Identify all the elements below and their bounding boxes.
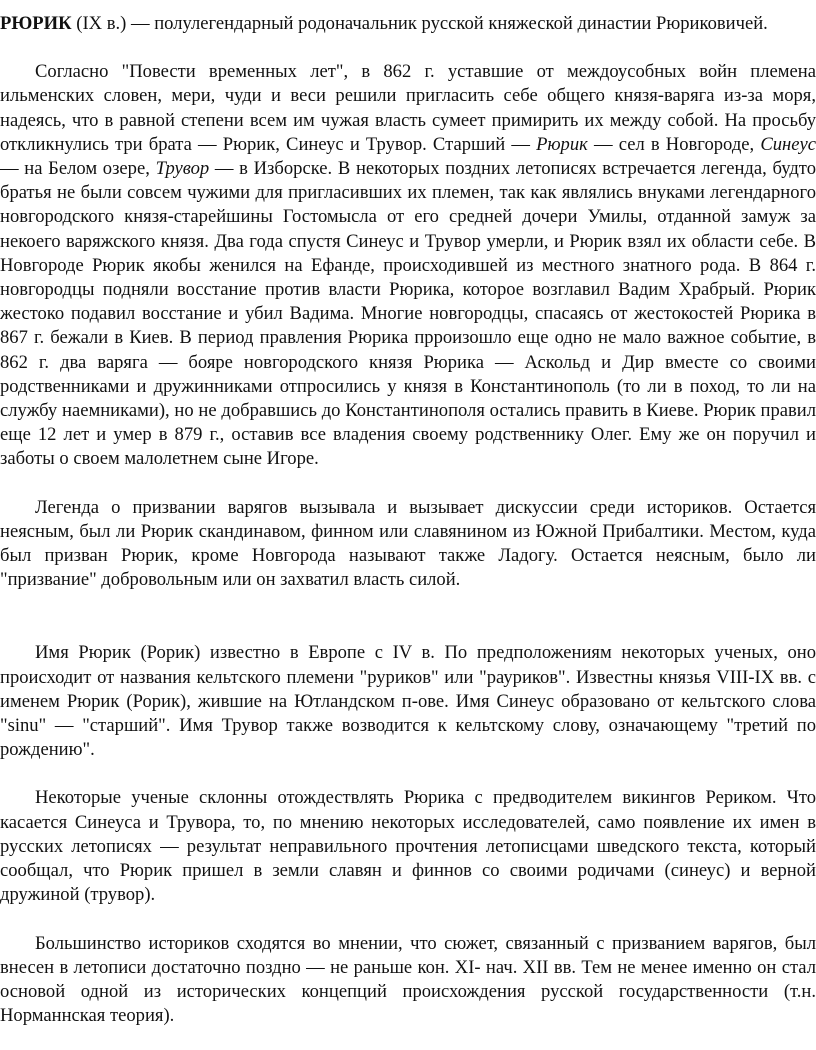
heading-name: РЮРИК <box>0 13 72 34</box>
italic-name-rurik: Рюрик <box>536 133 588 155</box>
italic-name-truvor: Трувор <box>155 158 210 180</box>
paragraph-name-origin: Имя Рюрик (Рорик) известно в Европе с IV в. По предположениям некоторых ученых, оно происходит от названия кельтского племени "руриков" или "рауриков". Известны князья VIII-IX вв. с именем Рюрик (Рорик), жившие на Ютландском п-ове. Имя Синеус образовано от кельтского слова "sinu" — "старший". Имя Трувор также возводится к кельтскому слову, означающему "третий по рождению". <box>0 642 816 761</box>
paragraph-text: — на Белом озере, <box>0 158 156 180</box>
italic-name-sineus: Синеус <box>760 133 816 155</box>
paragraph-calling-of-varangians <box>0 60 816 471</box>
paragraph-legend-debate: Легенда о призвании варягов вызывала и вызывает дискуссии среди историков. Остается неясным, был ли Рюрик скандинавом, финном или славянином из Южной Прибалтики. Местом, куда был призван Рюрик, кроме Новгорода называют также Ладогу. Остается неясным, было ли "призвание" добровольным или он захватил власть силой. <box>0 496 816 591</box>
article-heading <box>0 12 816 36</box>
paragraph-text: — в Изборске. В некоторых поздних летописях встречается легенда, будто братья не были совсем чужими для пригласивших их племен, так как являлись внуками легендарного новгородского князя-старейшины Гостомысла от его средней дочери Умилы, отданной замуж за некоего варяжского князя. Два года спустя Синеус и Трувор умерли, и Рюрик взял их области себе. В Новгороде Рюрик якобы женился на Ефанде, происходившей из местного знатного рода. В 864 г. новгородцы подняли восстание против власти Рюрика, которое возглавил Вадим Храбрый. Рюрик жестоко подавил восстание и убил Вадима. Многие новгородцы, спасаясь от жестокостей Рюрика в 867 г. бежали в Киев. В период правления Рюрика прроизошло еще одно не мало важное событие, в 862 г. два варяга — бояре новгородского князя Рюрика — Аскольд и Дир вместе со своими родственниками и дружинниками отпросились у князя в Константинополь (то ли в поход, то ли на службу наемниками), но не добравшись до Константинополя остались править в Киеве. Рюрик правил еще 12 лет и умер в 879 г., оставив все владения своему родственнику Олег. Ему же он поручил и заботы о своем малолетнем сыне Игоре. <box>0 158 816 470</box>
paragraph-scholars-identification: Некоторые ученые склонны отождествлять Рюрика с предводителем викингов Рериком. Что касается Синеуса и Трувора, то, по мнению некоторых исследователей, само появление их имен в русских летописях — результат неправильного прочтения летописцами шведского текста, который сообщал, что Рюрик пришел в земли славян и финнов со своими родичами (синеус) и верной дружиной (трувор). <box>0 787 816 906</box>
paragraph-text: Согласно "Повести временных лет", в 862 г. уставшие от междоусобных войн племена ильменских словен, мери, чуди и веси решили пригласить себе общего князя-варяга из-за моря, надеясь, что в равной степени всем им чужая власть сумеет примирить их между собой. На просьбу откликнулись три брата — Рюрик, Синеус и Трувор. Старший — <box>0 61 816 155</box>
paragraph-text: — сел в Новгороде, <box>587 133 761 155</box>
paragraph-normanist-theory: Большинство историков сходятся во мнении, что сюжет, связанный с призванием варягов, был внесен в летописи достаточно поздно — не раньше кон. XI- нач. XII вв. Тем не менее именно он стал основой одной из исторических концепций происхождения русской государственности (т.н. Норманнская теория). <box>0 932 816 1027</box>
heading-description: (IX в.) — полулегендарный родоначальник русской княжеской династии Рюриковичей. <box>71 13 768 34</box>
